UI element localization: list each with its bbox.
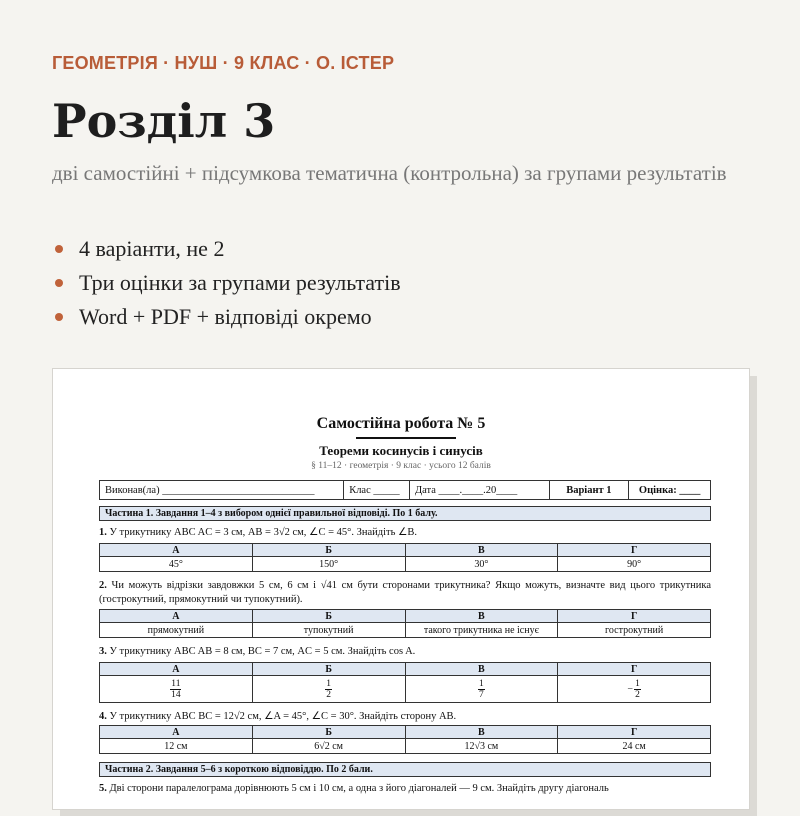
question-5: [99, 782, 711, 796]
option-header: А: [100, 663, 253, 676]
option-header: Б: [252, 726, 405, 739]
answer-cell: прямокутний: [100, 623, 253, 638]
option-header: А: [100, 726, 253, 739]
variant-label: Варіант 1: [550, 481, 630, 499]
minus-sign: −: [627, 683, 634, 695]
course-kicker: ГЕОМЕТРІЯ · НУШ · 9 КЛАС · О. ІСТЕР: [52, 53, 395, 73]
fraction: $\frac{1}{2}$: [326, 678, 331, 700]
answer-cell: 12 см: [100, 739, 253, 754]
feature-item: [52, 300, 401, 334]
grade-field: Оцінка: ____: [638, 484, 701, 496]
question-text: У трикутнику ABC BC = 12√2 см, ∠A = 45°, ∠C = 30°. Знайдіть сторону AB.: [109, 711, 457, 722]
student-info-row: [99, 480, 711, 500]
option-header: Г: [558, 663, 711, 676]
option-header: А: [100, 544, 253, 557]
question-number: 3.: [99, 646, 107, 657]
option-header: А: [100, 610, 253, 623]
document-preview: [52, 368, 750, 810]
answer-table-4: [99, 725, 711, 754]
answer-cell: [558, 676, 711, 703]
page-title: Розділ 3: [52, 94, 276, 148]
bullet-dot-icon: [55, 245, 63, 253]
answer-cell: [100, 676, 253, 703]
answer-cell: 30°: [405, 557, 558, 572]
question-number: 4.: [99, 711, 107, 722]
answer-cell: 45°: [100, 557, 253, 572]
option-header: В: [405, 726, 558, 739]
document-subtitle: Теореми косинусів і синусів: [319, 443, 483, 458]
document-meta: § 11–12 · геометрія · 9 клас · усього 12 балів: [311, 461, 491, 471]
feature-list: [52, 232, 401, 334]
answer-cell: 90°: [558, 557, 711, 572]
option-header: В: [405, 610, 558, 623]
option-header: В: [405, 663, 558, 676]
option-header: Г: [558, 544, 711, 557]
answer-table-3: [99, 662, 711, 703]
question-text: Дві сторони паралелограма дорівнюють 5 см і 10 см, а одна з його діагоналей — 9 см. Знайдіть другу діагональ: [109, 783, 609, 794]
question-number: 5.: [99, 783, 107, 794]
option-header: Б: [252, 544, 405, 557]
question-4: [99, 710, 711, 724]
option-header: Г: [558, 726, 711, 739]
option-header: Б: [252, 610, 405, 623]
answer-cell: 24 см: [558, 739, 711, 754]
option-header: Г: [558, 610, 711, 623]
part2-header: Частина 2. Завдання 5–6 з короткою відповіддю. По 2 бали.: [99, 762, 711, 777]
fraction: $\frac{11}{14}$: [171, 678, 181, 700]
feature-label: 4 варіанти, не 2: [79, 236, 225, 261]
question-1: [99, 526, 711, 540]
question-number: 1.: [99, 527, 107, 538]
page-subtitle: дві самостійні + підсумкова тематична (контрольна) за групами результатів: [52, 161, 727, 185]
bullet-dot-icon: [55, 313, 63, 321]
answer-cell: 150°: [252, 557, 405, 572]
part1-header: Частина 1. Завдання 1–4 з вибором однієї правильної відповіді. По 1 балу.: [99, 506, 711, 521]
date-field: Дата ____.____.20____: [410, 481, 550, 499]
title-underline: [356, 437, 456, 439]
answer-cell: 12√3 см: [405, 739, 558, 754]
question-2: [99, 579, 711, 606]
question-3: [99, 645, 711, 659]
feature-item: [52, 232, 401, 266]
option-header: Б: [252, 663, 405, 676]
answer-table-2: [99, 609, 711, 638]
feature-label: Три оцінки за групами результатів: [79, 270, 401, 295]
answer-cell: тупокутний: [252, 623, 405, 638]
class-field: Клас _____: [344, 481, 410, 499]
answer-cell: [405, 676, 558, 703]
option-header: В: [405, 544, 558, 557]
answer-cell: 6√2 см: [252, 739, 405, 754]
answer-table-1: [99, 543, 711, 572]
answer-cell: такого трикутника не існує: [405, 623, 558, 638]
answer-cell: гострокутний: [558, 623, 711, 638]
feature-label: Word + PDF + відповіді окремо: [79, 304, 372, 329]
bullet-dot-icon: [55, 279, 63, 287]
fraction: $\frac{1}{2}$: [635, 678, 640, 700]
answer-cell: [252, 676, 405, 703]
feature-item: [52, 266, 401, 300]
fraction: $\frac{1}{7}$: [479, 678, 484, 700]
question-number: 2.: [99, 580, 107, 591]
document-title: Самостійна робота № 5: [316, 415, 486, 432]
question-text: У трикутнику ABC AC = 3 см, AB = 3√2 см, ∠C = 45°. Знайдіть ∠B.: [109, 527, 418, 538]
question-text: Чи можуть відрізки завдовжки 5 см, 6 см і √41 см бути сторонами трикутника? Якщо можуть, визначте вид цього трикутника (гострокутний, прямокутний чи тупокутний).: [99, 580, 711, 605]
name-field: Виконав(ла) _____________________________: [100, 481, 344, 499]
question-text: У трикутнику ABC AB = 8 см, BC = 7 см, AC = 5 см. Знайдіть cos A.: [109, 646, 416, 657]
